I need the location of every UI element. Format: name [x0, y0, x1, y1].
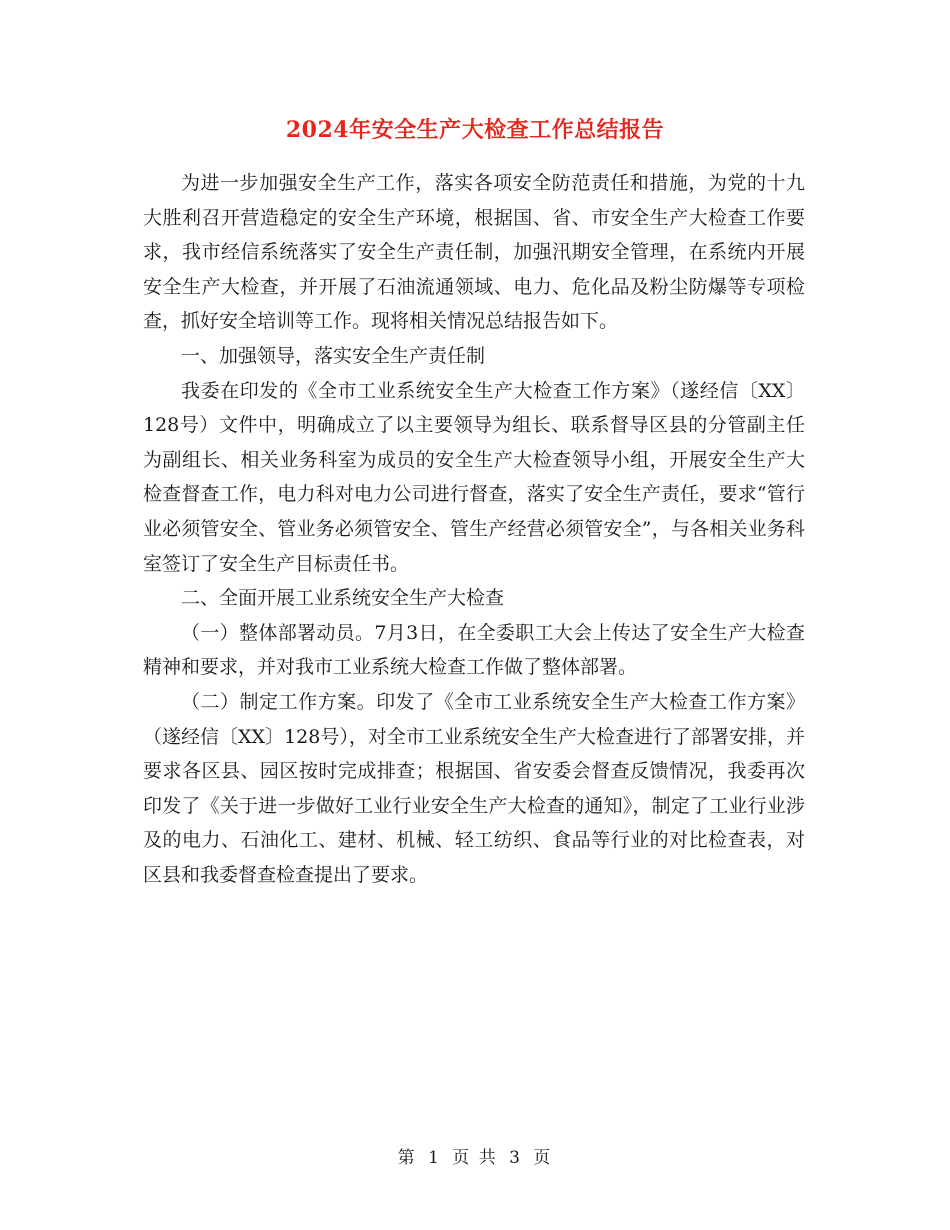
- document-title: 2024年安全生产大检查工作总结报告: [285, 117, 665, 143]
- paragraph-intro: 为进一步加强安全生产工作，落实各项安全防范责任和措施，为党的十九大胜利召开营造稳定的安全生产环境，根据国、省、市安全生产大检查工作要求，我市经信系统落实了安全生产责任制，加强汛期安全管理，在系统内开展安全生产大检查，并开展了石油流通领域、电力、危化品及粉尘防爆等专项检查，抓好安全培训等工作。现将相关情况总结报告如下。: [143, 172, 805, 333]
- section-heading-1: 一、加强领导，落实安全生产责任制: [181, 344, 486, 367]
- footer-suffix: 页: [533, 1148, 553, 1168]
- document-body: [143, 166, 805, 892]
- section-heading-2: 二、全面开展工业系统安全生产大检查: [181, 587, 505, 610]
- page-footer: [0, 1146, 950, 1170]
- footer-current-page: 1: [428, 1148, 441, 1168]
- footer-middle: 页 共: [452, 1148, 498, 1168]
- footer-total-pages: 3: [509, 1148, 522, 1168]
- paragraph-section-1: 我委在印发的《全市工业系统安全生产大检查工作方案》（遂经信〔XX〕128号）文件中，明确成立了以主要领导为组长、联系督导区县的分管副主任为副组长、相关业务科室为成员的安全生产大检查领导小组，开展安全生产大检查督查工作，电力科对电力公司进行督查，落实了安全生产责任，要求“管行业必须管安全、管业务必须管安全、管生产经营必须管安全”，与各相关业务科室签订了安全生产目标责任书。: [143, 379, 805, 575]
- paragraph-subsection-2: （二）制定工作方案。印发了《全市工业系统安全生产大检查工作方案》（遂经信〔XX〕128号），对全市工业系统安全生产大检查进行了部署安排，并要求各区县、园区按时完成排查；根据国、省安委会督查反馈情况，我委再次印发了《关于进一步做好工业行业安全生产大检查的通知》，制定了工业行业涉及的电力、石油化工、建材、机械、轻工纺织、食品等行业的对比检查表，对区县和我委督查检查提出了要求。: [143, 690, 805, 886]
- footer-prefix: 第: [397, 1148, 417, 1168]
- paragraph-subsection-1: （一）整体部署动员。7月3日，在全委职工大会上传达了安全生产大检查精神和要求，并对我市工业系统大检查工作做了整体部署。: [143, 621, 805, 679]
